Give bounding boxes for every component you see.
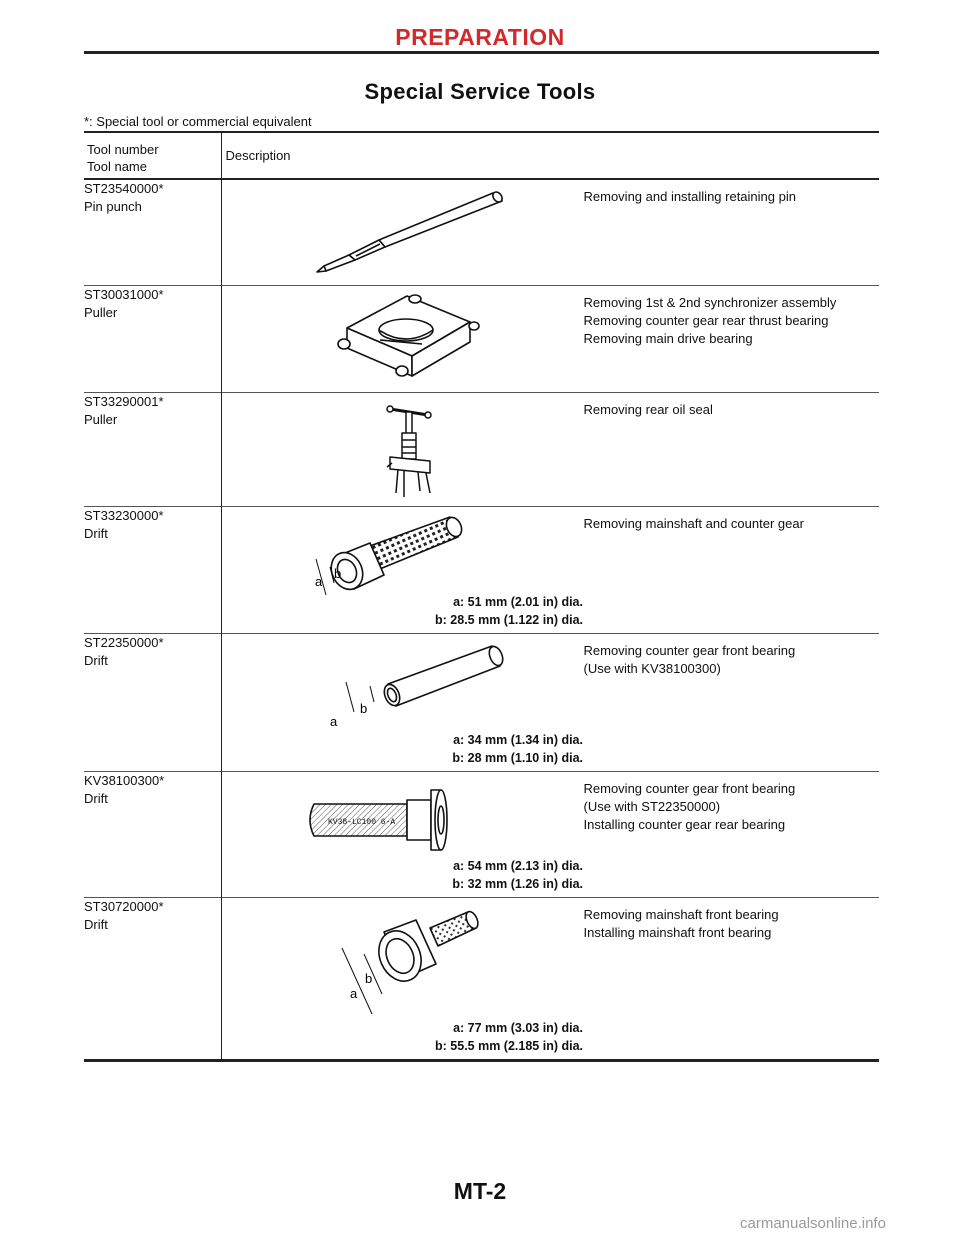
tool-id-cell [84,771,221,897]
column-header-tool: Tool number Tool name [84,132,221,179]
tool-description-cell [221,771,879,897]
page-title: Special Service Tools [364,79,596,104]
tool-description: Removing mainshaft and counter gear [583,515,804,531]
section-header: PREPARATION [395,24,565,50]
pin-punch-illustration [222,180,584,286]
tool-description: Removing counter gear front bearing (Use with ST22350000) Installing counter gear rear bearing [583,780,796,832]
table-row [84,392,879,506]
table-row [84,633,879,771]
table-row [84,771,879,897]
dimension-label-b: b [364,970,372,986]
tool-number: ST33230000* [84,507,164,523]
tool-description: Removing 1st & 2nd synchronizer assembly Removing counter gear rear thrust bearing Removing main drive bearing [583,294,837,346]
tool-dimensions: a: 77 mm (3.03 in) dia. b: 55.5 mm (2.185 in) dia. [435,1020,583,1053]
bearing-puller-illustration [222,286,584,393]
table-row [84,897,879,1060]
table-row [84,506,879,633]
tool-number: ST33290001* [84,393,164,409]
tool-description-cell [221,633,879,771]
equivalent-note: *: Special tool or commercial equivalent [84,114,312,129]
tool-name: Drift [84,790,108,806]
tool-id-cell [84,506,221,633]
tool-name: Puller [84,304,118,320]
tool-description: Removing rear oil seal [583,401,713,417]
table-row [84,179,879,285]
tool-id-cell [84,179,221,285]
tool-dimensions: a: 54 mm (2.13 in) dia. b: 32 mm (1.26 in) dia. [452,858,583,891]
tool-name: Drift [84,652,108,668]
table-row [84,285,879,392]
tool-number: ST22350000* [84,634,164,650]
dimension-label-a: a [329,713,337,729]
page-code: MT-2 [453,1178,507,1204]
tool-description-cell [221,506,879,633]
tool-name: Drift [84,525,108,541]
tool-description: Removing counter gear front bearing (Use with KV38100300) [583,642,796,676]
dimension-label-a: a [314,573,322,589]
dimension-label-b: b [359,700,367,716]
special-tools-table [84,131,879,1062]
header-rule [84,51,879,54]
tool-number: ST30031000* [84,286,164,302]
tool-description-cell [221,897,879,1060]
watermark: carmanualsonline.info [740,1215,886,1232]
tool-description-cell [221,285,879,392]
tool-name: Pin punch [84,199,142,214]
tool-name: Puller [84,411,118,427]
tool-description-cell [221,392,879,506]
tool-stamp: KV38-LC100 6-A [327,817,395,827]
tool-number: ST30720000* [84,898,164,914]
dimension-label-b: b [333,565,341,581]
dimension-label-a: a [349,985,357,1001]
oil-seal-puller-illustration [222,393,584,507]
tool-description: Removing mainshaft front bearing Installing mainshaft front bearing [583,906,779,940]
table-header-row [84,132,879,179]
tool-description: Removing and installing retaining pin [583,189,796,204]
tool-number: KV38100300* [84,772,165,788]
tool-id-cell [84,633,221,771]
tool-name: Drift [84,916,108,932]
tool-illustration [222,393,584,506]
tool-illustration [222,286,584,392]
tool-description-cell [221,179,879,285]
tool-id-cell [84,285,221,392]
tool-dimensions: a: 34 mm (1.34 in) dia. b: 28 mm (1.10 in) dia. [452,732,583,765]
tool-number: ST23540000* [84,181,164,196]
column-header-description: Description [225,148,291,163]
tool-id-cell [84,392,221,506]
tool-dimensions: a: 51 mm (2.01 in) dia. b: 28.5 mm (1.122 in) dia. [435,594,583,627]
tool-id-cell [84,897,221,1060]
tool-illustration [222,180,584,285]
